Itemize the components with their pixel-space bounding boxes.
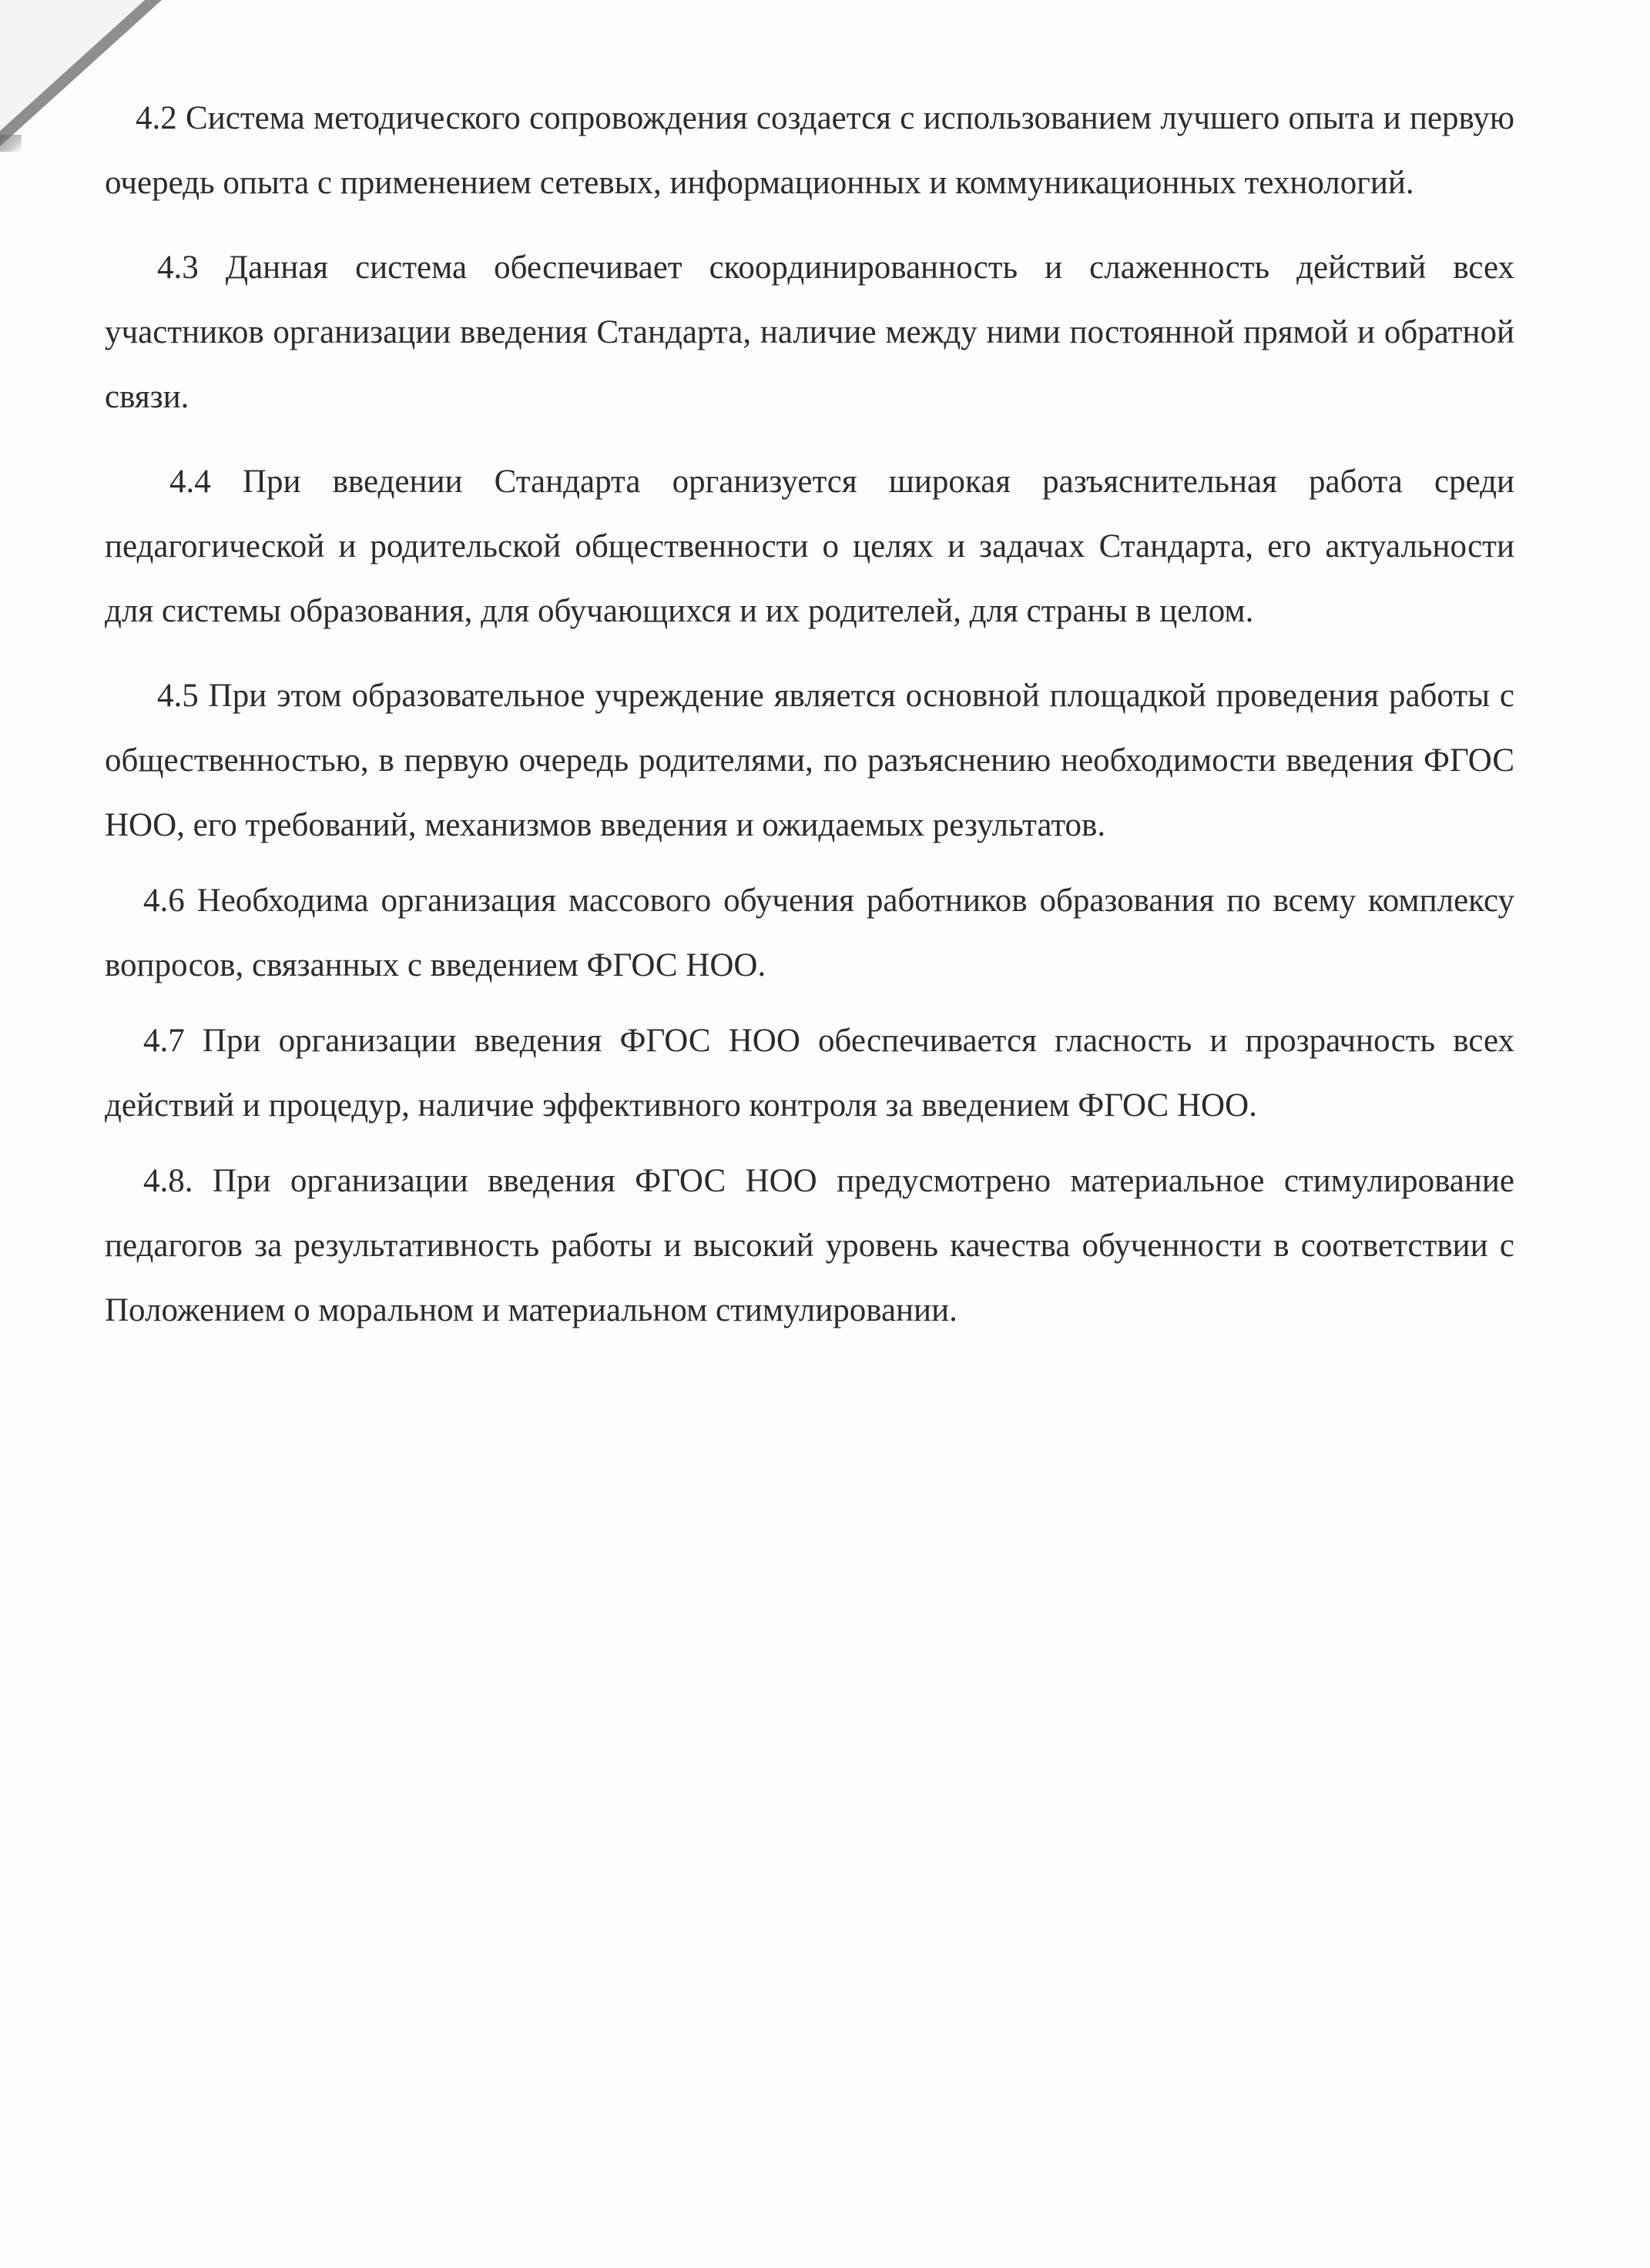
paragraph-4-7: 4.7 При организации введения ФГОС НОО обеспечивается гласность и прозрачность всех действий и процедур, наличие эффективного контроля за введением ФГОС НОО. bbox=[105, 1023, 1514, 1124]
paragraph-4-2: 4.2 Система методического сопровождения создается с использованием лучшего опыта и первую очередь опыта с применением сетевых, информационных и коммуникационных технологий. bbox=[105, 100, 1514, 201]
paragraph-4-6: 4.6 Необходима организация массового обучения работников образования по всему комплексу вопросов, связанных с введением ФГОС НОО. bbox=[105, 883, 1514, 983]
corner-shadow bbox=[0, 135, 22, 152]
paragraph-4-5: 4.5 При этом образовательное учреждение является основной площадкой проведения работы с общественностью, в первую очередь родителями, по разъяснению необходимости введения ФГОС НОО, его требований, механизмов введения и ожидаемых результатов. bbox=[105, 678, 1514, 843]
paragraph-4-4: 4.4 При введении Стандарта организуется широкая разъяснительная работа среди педагогической и родительской общественности о целях и задачах Стандарта, его актуальности для системы образования, для обучающихся и их родителей, для страны в целом. bbox=[105, 464, 1514, 629]
paragraph-4-8: 4.8. При организации введения ФГОС НОО предусмотрено материальное стимулирование педагогов за результативность работы и высокий уровень качества обученности в соответствии с Положением о моральном и материальном стимулировании. bbox=[105, 1163, 1514, 1328]
document-body bbox=[105, 86, 1514, 1343]
paragraph-4-3: 4.3 Данная система обеспечивает скоординированность и слаженность действий всех участников организации введения Стандарта, наличие между ними постоянной прямой и обратной связи. bbox=[105, 250, 1514, 415]
